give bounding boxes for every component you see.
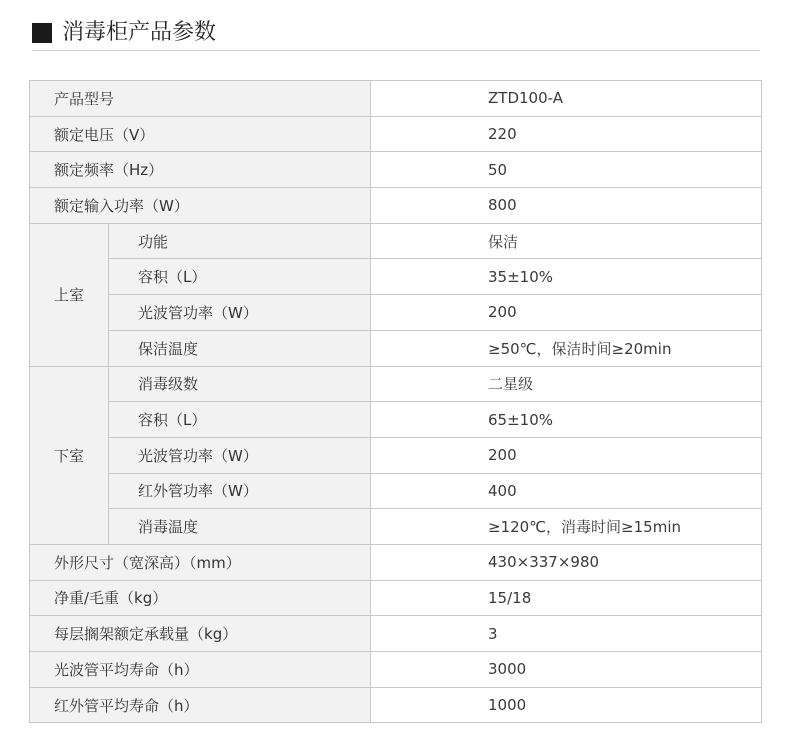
row-value: 二星级 [371,366,762,402]
row-label: 容积（L） [109,402,371,438]
row-value: 15/18 [371,580,762,616]
table-row [30,544,762,580]
table-row [30,366,762,402]
row-value: ≥120℃，消毒时间≥15min [371,509,762,545]
table-row [30,652,762,688]
row-value: 400 [371,473,762,509]
table-row [30,330,762,366]
table-row [30,116,762,152]
table-row [30,295,762,331]
row-value: ≥50℃，保洁时间≥20min [371,330,762,366]
table-row [30,402,762,438]
row-label: 消毒级数 [109,366,371,402]
table-row [30,259,762,295]
group-label-lower: 下室 [30,366,109,544]
table-row [30,81,762,117]
row-label: 每层搁架额定承载量（kg） [30,616,371,652]
row-label: 额定频率（Hz） [30,152,371,188]
row-label: 容积（L） [109,259,371,295]
row-value: 200 [371,437,762,473]
table-row [30,509,762,545]
row-value: 1000 [371,687,762,723]
row-label: 保洁温度 [109,330,371,366]
row-value: 3 [371,616,762,652]
row-value: ZTD100-A [371,81,762,117]
table-row [30,616,762,652]
row-label: 光波管平均寿命（h） [30,652,371,688]
table-row [30,687,762,723]
table-row [30,473,762,509]
row-label: 额定电压（V） [30,116,371,152]
row-label: 红外管功率（W） [109,473,371,509]
row-value: 430×337×980 [371,544,762,580]
row-label: 光波管功率（W） [109,437,371,473]
table-row [30,223,762,259]
black-square-icon [32,23,52,43]
row-label: 产品型号 [30,81,371,117]
row-label: 外形尺寸（宽深高）（mm） [30,544,371,580]
row-label: 光波管功率（W） [109,295,371,331]
row-label: 净重/毛重（kg） [30,580,371,616]
row-value: 3000 [371,652,762,688]
row-value: 220 [371,116,762,152]
table-row [30,188,762,224]
row-label: 消毒温度 [109,509,371,545]
row-value: 800 [371,188,762,224]
section-header [32,18,760,51]
row-label: 红外管平均寿命（h） [30,687,371,723]
table-row [30,580,762,616]
row-label: 额定输入功率（W） [30,188,371,224]
group-label-upper: 上室 [30,223,109,366]
row-value: 200 [371,295,762,331]
row-value: 50 [371,152,762,188]
row-value: 35±10% [371,259,762,295]
row-value: 65±10% [371,402,762,438]
section-title: 消毒柜产品参数 [62,20,217,45]
row-label: 功能 [109,223,371,259]
spec-table [29,80,762,723]
table-row [30,437,762,473]
row-value: 保洁 [371,223,762,259]
table-row [30,152,762,188]
